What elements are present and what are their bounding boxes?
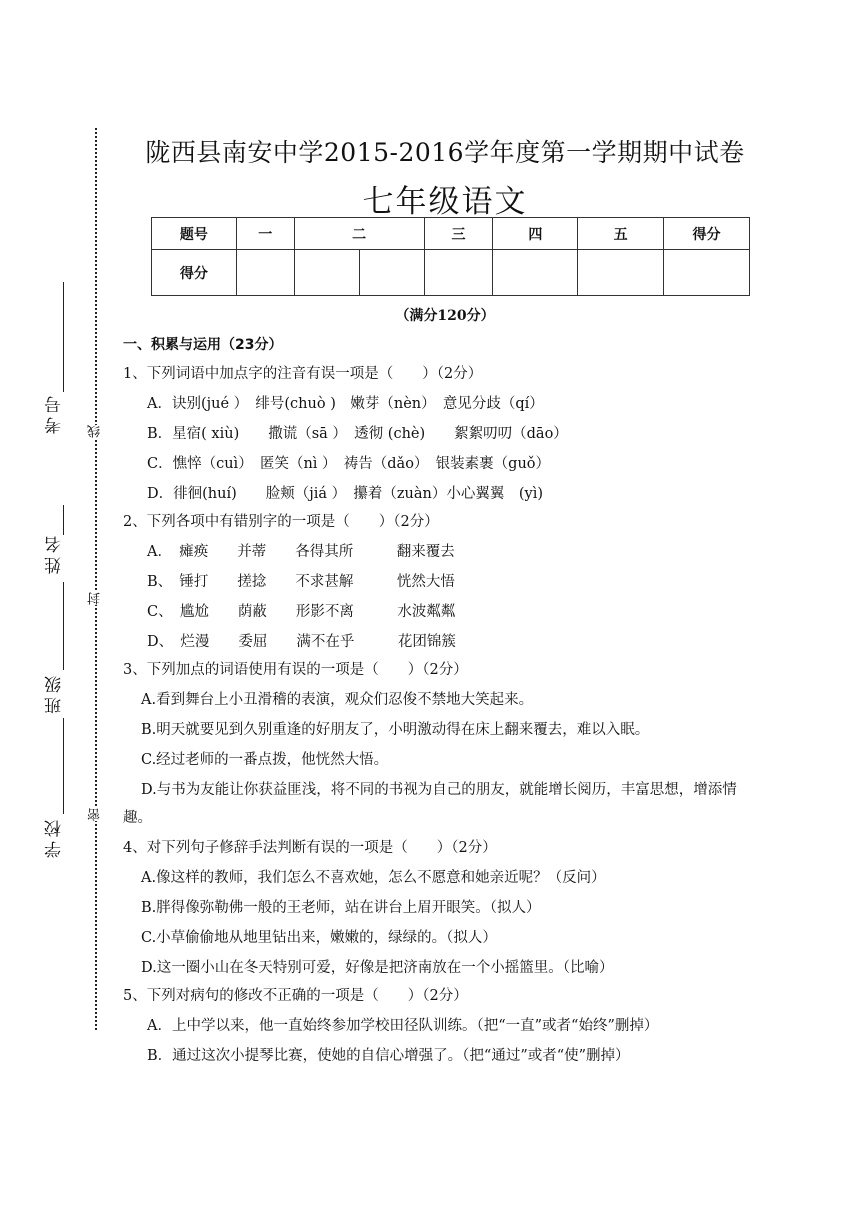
score-header-cell: 一 — [236, 218, 294, 250]
score-input-cell[interactable] — [493, 250, 578, 296]
name-line — [63, 505, 64, 535]
score-input-cell[interactable] — [359, 250, 424, 296]
question-2-option-b: B、 锤打 搓捻 不求甚解 恍然大悟 — [147, 574, 455, 590]
question-3-option-c: C.经过老师的一番点拨，他恍然大悟。 — [141, 752, 389, 768]
question-5-option-b: B．通过这次小提琴比赛，使她的自信心增强了。（把“通过”或者“使”删掉） — [147, 1048, 630, 1064]
question-1-option-c: C．憔悴（cuì） 匿笑（nì ） 祷告（dǎo） 银装素裹（guǒ） — [147, 456, 551, 472]
question-1-option-a: A．诀别(jué ） 绯号(chuò ) 嫩芽（nèn） 意见分歧（qí） — [147, 396, 544, 412]
full-mark-note: （满分120分） — [395, 308, 495, 324]
question-2-option-c: C、 尴尬 荫蔽 形影不离 水波粼粼 — [147, 604, 456, 620]
seal-word-line: 线 — [88, 425, 103, 438]
exam-no-line — [63, 282, 64, 392]
score-header-cell: 四 — [493, 218, 578, 250]
question-5-option-a: A．上中学以来，他一直始终参加学校田径队训练。（把“一直”或者“始终”删掉） — [147, 1018, 659, 1034]
seal-word-seal: 封 — [88, 592, 103, 605]
question-4-option-d: D.这一圈小山在冬天特别可爱，好像是把济南放在一个小摇篮里。（比喻） — [141, 960, 614, 976]
score-input-cell[interactable] — [294, 250, 359, 296]
name-label: 姓名 — [45, 532, 65, 574]
binding-dotted-line — [95, 128, 97, 1030]
school-label: 学校 — [45, 816, 65, 858]
question-3-stem: 3、下列加点的词语使用有误的一项是（ ）（2分） — [123, 662, 468, 678]
question-4-option-b: B.胖得像弥勒佛一般的王老师，站在讲台上眉开眼笑。（拟人） — [141, 900, 541, 916]
score-header-cell: 二 — [294, 218, 424, 250]
page-title: 陇西县南安中学2015-2016学年度第一学期期中试卷 — [145, 138, 745, 167]
question-1-option-d: D．徘徊(huí) 脸颊（jiá ） 攥着（zuàn）小心翼翼 (yì) — [147, 486, 543, 502]
exam-no-label: 考号 — [45, 392, 65, 434]
question-2-option-a: A． 瘫痪 并蒂 各得其所 翻来覆去 — [147, 544, 455, 560]
question-5-stem: 5、下列对病句的修改不正确的一项是（ ）（2分） — [123, 988, 468, 1004]
question-4-option-a: A.像这样的教师，我们怎么不喜欢她，怎么不愿意和她亲近呢？（反问） — [141, 870, 606, 886]
score-input-cell[interactable] — [236, 250, 294, 296]
score-input-cell[interactable] — [578, 250, 664, 296]
class-label: 班级 — [45, 672, 65, 714]
score-input-cell[interactable] — [424, 250, 493, 296]
school-line — [63, 718, 64, 814]
score-header-cell: 三 — [424, 218, 493, 250]
score-row-label: 得分 — [152, 250, 237, 296]
class-line — [63, 582, 64, 670]
question-3-option-d: D.与书为友能让你获益匪浅，将不同的书视为自己的朋友，就能增长阅历，丰富思想，增添情 — [141, 782, 737, 798]
score-input-cell[interactable] — [664, 250, 750, 296]
score-header-cell: 五 — [578, 218, 664, 250]
question-3-option-b: B.明天就要见到久别重逢的好朋友了，小明激动得在床上翻来覆去，难以入眠。 — [141, 722, 650, 738]
question-3-option-d-cont: 趣。 — [123, 810, 152, 826]
question-2-option-d: D、 烂漫 委屈 满不在乎 花团锦簇 — [147, 634, 456, 650]
page-subtitle: 七年级语文 — [362, 184, 528, 220]
question-4-option-c: C.小草偷偷地从地里钻出来，嫩嫩的，绿绿的。（拟人） — [141, 930, 497, 946]
score-header-cell: 题号 — [152, 218, 237, 250]
question-2-stem: 2、下列各项中有错别字的一项是（ ）（2分） — [123, 514, 439, 530]
score-header-cell: 得分 — [664, 218, 750, 250]
section-heading: 一、积累与运用（23分） — [123, 337, 283, 353]
question-1-stem: 1、下列词语中加点字的注音有误一项是（ ）（2分） — [123, 366, 483, 382]
question-1-option-b: B．星宿( xiù) 撒谎（sā ） 透彻 (chè) 絮絮叨叨（dāo） — [147, 426, 568, 442]
seal-word-secret: 密 — [88, 808, 103, 821]
score-table — [151, 217, 750, 296]
question-4-stem: 4、对下列句子修辞手法判断有误的一项是（ ）（2分） — [123, 840, 497, 856]
question-3-option-a: A.看到舞台上小丑滑稽的表演，观众们忍俊不禁地大笑起来。 — [141, 692, 534, 708]
